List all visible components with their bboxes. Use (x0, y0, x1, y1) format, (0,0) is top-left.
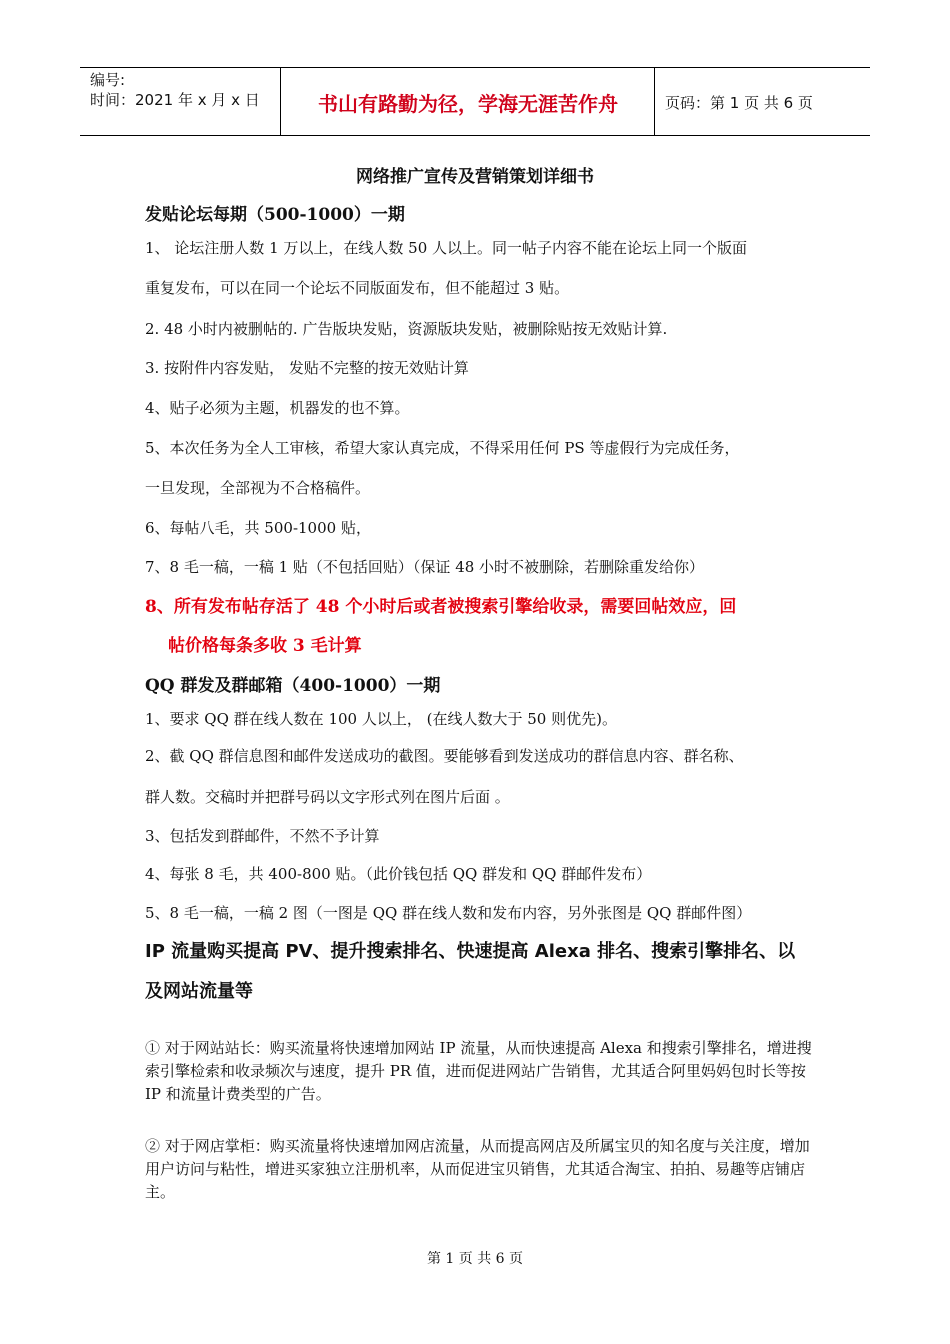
header-motto: 书山有路勤为径，学海无涯苦作舟 (318, 92, 618, 116)
section1-highlight-line: 帖价格每条多收 3 毛计算 (168, 636, 362, 656)
section1-line: 3. 按附件内容发贴， 发贴不完整的按无效贴计算 (145, 359, 469, 377)
document-title: 网络推广宣传及营销策划详细书 (356, 167, 594, 187)
number-label: 编号: (90, 71, 126, 89)
section1-highlight-line: 8、所有发布帖存活了 48 个小时后或者被搜索引擎给收录，需要回帖效应，回 (145, 597, 737, 617)
section2-line: 群人数。交稿时并把群号码以文字形式列在图片后面 。 (145, 788, 510, 806)
section3-heading-cont: 及网站流量等 (145, 981, 253, 1002)
section3-paragraph: ① 对于网站站长：购买流量将快速增加网站 IP 流量，从而快速提高 Alexa 和搜索引擎排名，增进搜索引擎检索和收录频次与速度，提升 PR 值，进而促进网站广告销售，尤其适合阿里妈妈包时长等按 IP 和流量计费类型的广告。 (145, 1039, 812, 1103)
time-label: 时间：2021 年 x 月 x 日 (90, 91, 260, 109)
section1-line: 5、本次任务为全人工审核，希望大家认真完成，不得采用任何 PS 等虚假行为完成任务， (145, 439, 740, 457)
header-meta (90, 70, 280, 110)
section2-line: 3、包括发到群邮件，不然不予计算 (145, 827, 380, 845)
section2-line: 5、8 毛一稿，一稿 2 图（一图是 QQ 群在线人数和发布内容，另外张图是 QQ 群邮件图） (145, 904, 752, 922)
section1-line: 一旦发现，全部视为不合格稿件。 (145, 479, 371, 497)
section1-heading: 发贴论坛每期（500-1000）一期 (145, 205, 405, 225)
header-divider-left (280, 67, 281, 136)
section1-line: 2. 48 小时内被删帖的. 广告版块发贴，资源版块发贴，被删除贴按无效贴计算. (145, 320, 668, 338)
section2-heading: QQ 群发及群邮箱（400-1000）一期 (145, 676, 441, 696)
header-bottom-border (80, 135, 870, 136)
section1-line: 7、8 毛一稿，一稿 1 贴（不包括回贴）（保证 48 小时不被删除，若删除重发给你） (145, 558, 705, 576)
section2-line: 4、每张 8 毛，共 400-800 贴。（此价钱包括 QQ 群发和 QQ 群邮件发布） (145, 865, 652, 883)
section2-line: 1、要求 QQ 群在线人数在 100 人以上， (在线人数大于 50 则优先)。 (145, 710, 617, 728)
page-footer: 第 1 页 共 6 页 (426, 1251, 524, 1267)
section1-line: 重复发布，可以在同一个论坛不同版面发布，但不能超过 3 贴。 (145, 279, 570, 297)
section1-line: 6、每帖八毛，共 500-1000 贴， (145, 519, 371, 537)
section1-line: 4、贴子必须为主题，机器发的也不算。 (145, 399, 410, 417)
section2-line: 2、截 QQ 群信息图和邮件发送成功的截图。要能够看到发送成功的群信息内容、群名称、 (145, 747, 744, 765)
header-top-border (80, 67, 870, 68)
section1-line: 1、 论坛注册人数 1 万以上，在线人数 50 人以上。同一帖子内容不能在论坛上同一个版面 (145, 239, 748, 257)
section3-paragraph: ② 对于网店掌柜：购买流量将快速增加网店流量，从而提高网店及所属宝贝的知名度与关注度，增加用户访问与粘性，增进买家独立注册机率，从而促进宝贝销售，尤其适合淘宝、拍拍、易趣等店铺店主。 (145, 1137, 810, 1201)
section3-heading: IP 流量购买提高 PV、提升搜索排名、快速提高 Alexa 排名、搜索引擎排名、以 (145, 941, 796, 962)
header-page-info: 页码：第 1 页 共 6 页 (665, 94, 813, 112)
header-divider-right (654, 67, 655, 136)
